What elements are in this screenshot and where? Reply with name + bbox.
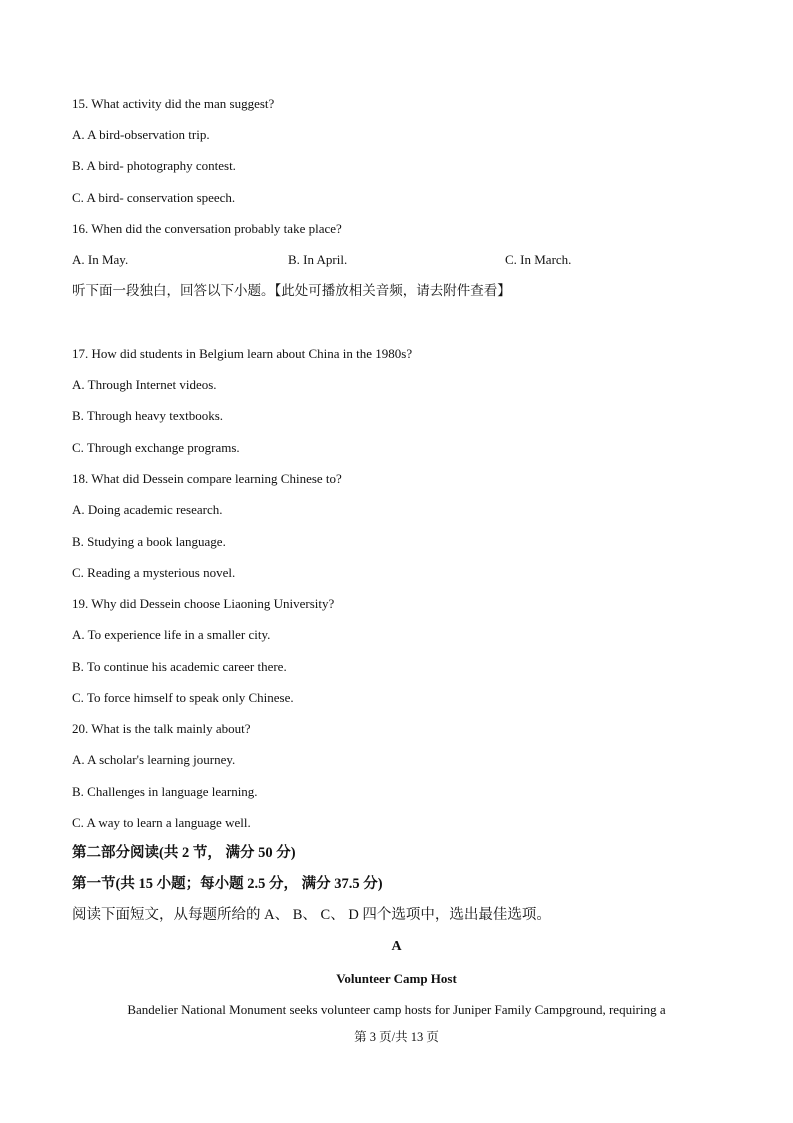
option-15b: B. A bird- photography contest. [72, 158, 236, 173]
option-20a: A. A scholar's learning journey. [72, 752, 236, 767]
section1-heading: 第一节(共 15 小题；每小题 2.5 分， 满分 37.5 分) [72, 876, 383, 892]
option-20b: B. Challenges in language learning. [72, 784, 258, 799]
option-19b: B. To continue his academic career there. [72, 659, 287, 674]
option-15c: C. A bird- conservation speech. [72, 190, 236, 205]
question-17: 17. How did students in Belgium learn about China in the 1980s? [72, 346, 413, 361]
option-19c: C. To force himself to speak only Chinese. [72, 690, 294, 705]
option-17b: B. Through heavy textbooks. [72, 408, 224, 423]
passage-first-line: Bandelier National Monument seeks volunteer camp hosts for Juniper Family Campground, requiring a [127, 1002, 666, 1017]
question-15: 15. What activity did the man suggest? [72, 96, 275, 111]
monologue-instruction: 听下面一段独白，回答以下小题。【此处可播放相关音频，请去附件查看】 [72, 283, 511, 298]
part2-heading: 第二部分阅读(共 2 节， 满分 50 分) [72, 845, 296, 861]
passage-letter: A [391, 939, 402, 954]
option-16c: C. In March. [505, 252, 572, 267]
question-18: 18. What did Dessein compare learning Chinese to? [72, 471, 342, 486]
question-19: 19. Why did Dessein choose Liaoning University? [72, 596, 335, 611]
option-20c: C. A way to learn a language well. [72, 815, 251, 830]
option-18a: A. Doing academic research. [72, 502, 223, 517]
question-16: 16. When did the conversation probably take place? [72, 221, 342, 236]
passage-title: Volunteer Camp Host [336, 971, 457, 986]
option-19a: A. To experience life in a smaller city. [72, 627, 271, 642]
reading-instruction: 阅读下面短文，从每题所给的 A、 B、 C、 D 四个选项中，选出最佳选项。 [72, 907, 551, 923]
option-18c: C. Reading a mysterious novel. [72, 565, 236, 580]
question-20: 20. What is the talk mainly about? [72, 721, 251, 736]
page-footer: 第 3 页/共 13 页 [354, 1030, 439, 1044]
option-17a: A. Through Internet videos. [72, 377, 217, 392]
option-15a: A. A bird-observation trip. [72, 127, 210, 142]
option-16b: B. In April. [288, 252, 348, 267]
option-16a: A. In May. [72, 252, 129, 267]
option-17c: C. Through exchange programs. [72, 440, 240, 455]
option-18b: B. Studying a book language. [72, 534, 226, 549]
